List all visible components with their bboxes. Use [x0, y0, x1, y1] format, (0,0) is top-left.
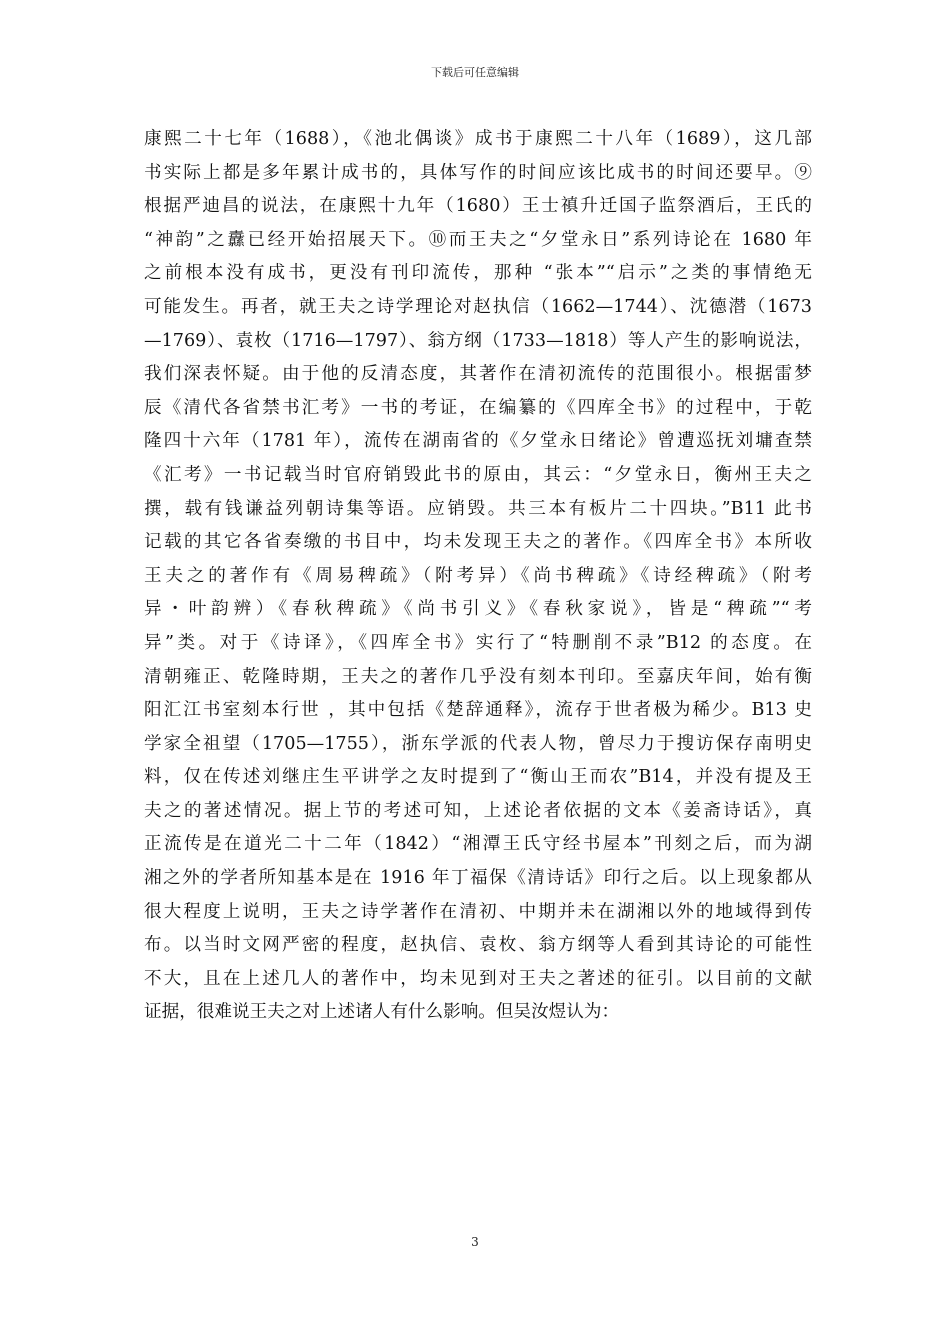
text-line: 不大，且在上述几人的著作中，均未见到对王夫之著述的征引。以目前的文献 [144, 968, 812, 989]
text-line: 之前根本没有成书，更没有刊印流传，那种 “张本”“启示”之类的事情绝无 [144, 263, 812, 284]
text-line-last: 证据，很难说王夫之对上述诸人有什么影响。但吴汝煜认为： [144, 1002, 620, 1023]
page-number: 3 [471, 1235, 479, 1249]
text-line: 康熙二十七年（1688），《池北偶谈》成书于康熙二十八年（1689），这几部 [144, 129, 812, 149]
text-line: 湘之外的学者所知基本是在 1916 年丁福保《清诗话》印行之后。以上现象都从 [144, 868, 812, 889]
text-line: 很大程度上说明，王夫之诗学著作在清初、中期并未在湖湘以外的地域得到传 [144, 901, 812, 922]
text-line: 《汇考》一书记载当时官府销毁此书的原由，其云：“夕堂永日，衡州王夫之 [144, 464, 812, 485]
text-line: 异”类。对于《诗译》，《四库全书》实行了“特删削不录”B12 的态度。在 [144, 632, 812, 653]
text-line: 异・叶韵辨）《春秋稗疏》《尚书引义》《春秋家说》，皆是“稗疏”“考 [144, 599, 812, 620]
text-line: 记载的其它各省奏缴的书目中，均未发现王夫之的著作。《四库全书》本所收 [144, 532, 812, 553]
text-line: 书实际上都是多年累计成书的，具体写作的时间应该比成书的时间还要早。⑨ [144, 162, 812, 183]
text-line: —1769）、袁枚（1716—1797）、翁方纲（1733—1818）等人产生的影响说法， [144, 330, 812, 351]
text-line: 根据严迪昌的说法，在康熙十九年（1680）王士禛升迁国子监祭酒后，王氏的 [144, 196, 812, 217]
text-line: “神韵”之纛已经开始招展天下。⑩而王夫之“夕堂永日”系列诗论在 1680 年 [144, 229, 812, 250]
text-line: 阳汇江书室刻本行世 ，其中包括《楚辞通释》，流存于世者极为稀少。B13 史 [144, 700, 812, 721]
text-line: 可能发生。再者，就王夫之诗学理论对赵执信（1662—1744）、沈德潜（1673 [144, 296, 812, 317]
text-line: 我们深表怀疑。由于他的反清态度，其著作在清初流传的范围很小。根据雷梦 [144, 364, 812, 385]
text-line: 辰《清代各省禁书汇考》一书的考证，在编纂的《四库全书》的过程中，于乾 [144, 397, 812, 418]
text-line: 清朝雍正、乾隆時期，王夫之的著作几乎没有刻本刊印。至嘉庆年间，始有衡 [144, 666, 812, 687]
text-line: 布。以当时文网严密的程度，赵执信、袁枚、翁方纲等人看到其诗论的可能性 [144, 935, 812, 956]
text-line: 撰，载有钱谦益列朝诗集等语。应销毁。共三本有板片二十四块。”B11 此书 [144, 498, 812, 519]
text-line: 夫之的著述情况。据上节的考述可知，上述论者依据的文本《姜斋诗话》，真 [144, 800, 812, 821]
text-line: 料，仅在传述刘继庄生平讲学之友时提到了“衡山王而农”B14，并没有提及王 [144, 767, 812, 788]
page-header: 下载后可任意编辑 [431, 66, 519, 79]
text-line: 王夫之的著作有《周易稗疏》（附考异）《尚书稗疏》《诗经稗疏》（附考 [144, 565, 812, 586]
text-line: 隆四十六年（1781 年），流传在湖南省的《夕堂永日绪论》曾遭巡抚刘墉查禁 [144, 431, 812, 452]
body-paragraph [144, 123, 812, 1030]
text-line: 正流传是在道光二十二年（1842）“湘潭王氏守经书屋本”刊刻之后，而为湖 [144, 834, 812, 855]
text-line: 学家全祖望（1705—1755），浙东学派的代表人物，曾尽力于搜访保存南明史 [144, 733, 812, 754]
